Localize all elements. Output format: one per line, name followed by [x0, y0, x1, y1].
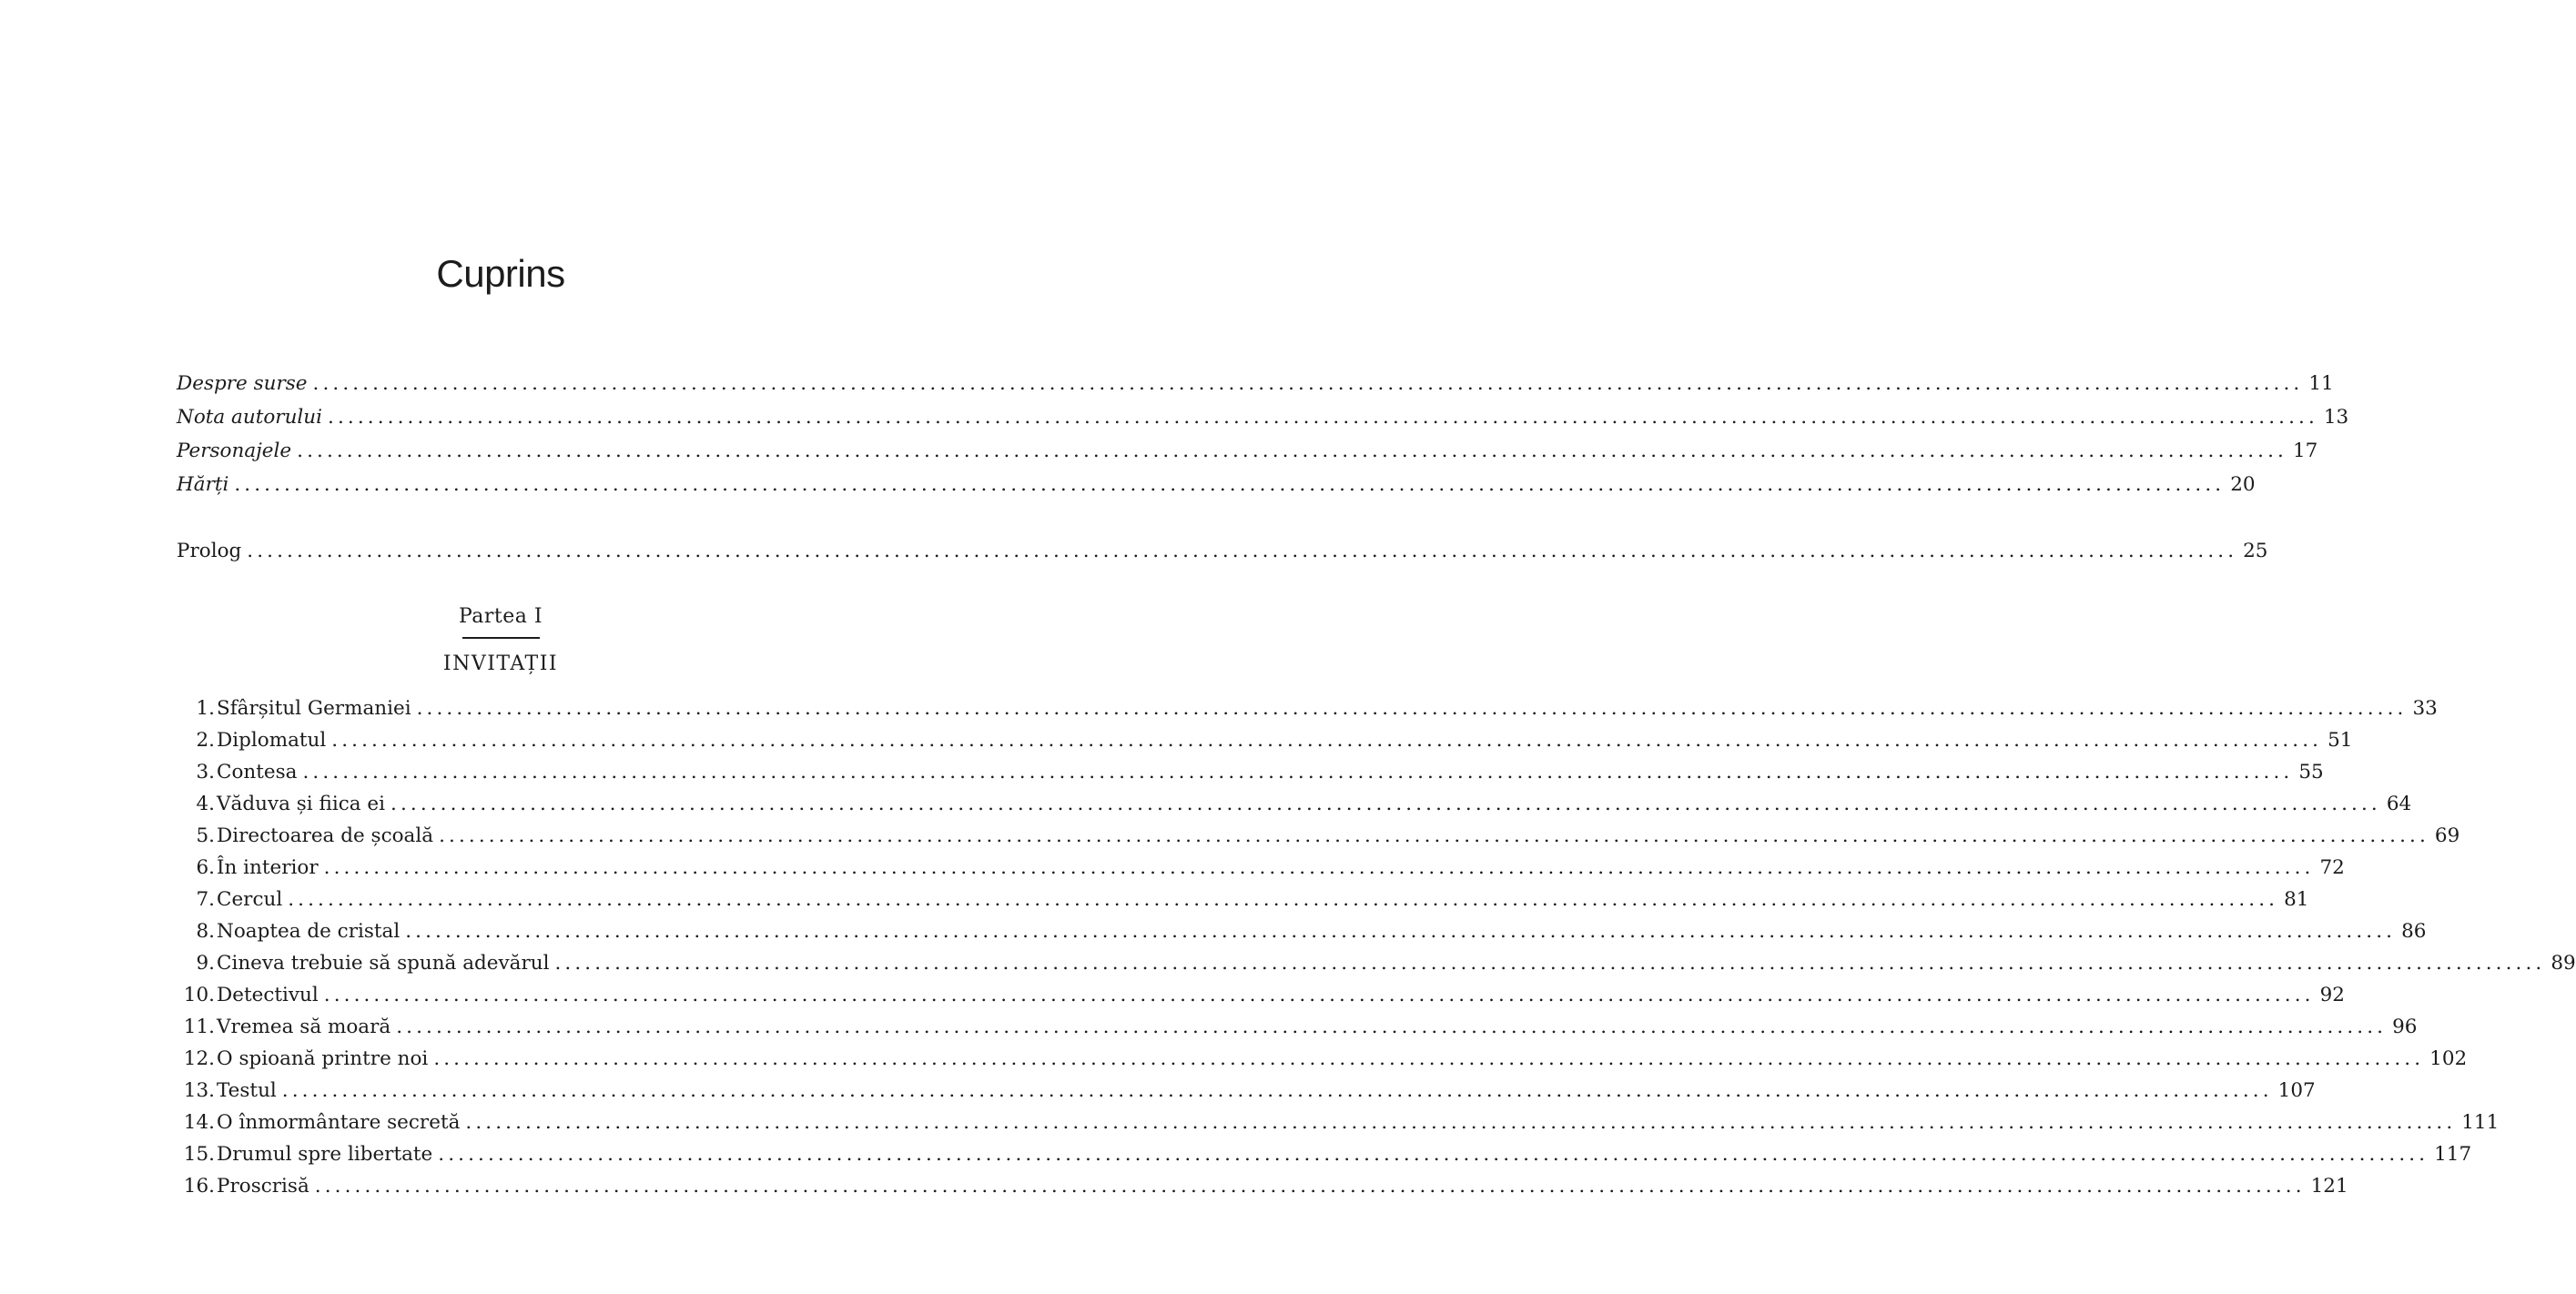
toc-chapter-page: 72	[2319, 856, 2345, 879]
toc-chapter-page: 89	[2551, 952, 2576, 975]
toc-chapter-number: 13.	[183, 1079, 215, 1102]
toc-entry-personajele[interactable]	[177, 438, 2318, 465]
dot-leader: ........................................................................................................................................................................................................	[433, 1047, 2425, 1070]
toc-chapter-number: 5.	[196, 824, 215, 847]
toc-chapter[interactable]	[177, 791, 2412, 818]
toc-chapter-number: 2.	[196, 729, 215, 752]
dot-leader: ........................................................................................................................................................................................................	[288, 888, 2279, 911]
toc-chapter-page: 55	[2298, 761, 2324, 783]
dot-leader: ........................................................................................................................................................................................................	[314, 1175, 2306, 1198]
toc-chapter[interactable]	[177, 1014, 2418, 1041]
toc-chapter-page: 64	[2386, 793, 2412, 815]
toc-chapter-number: 9.	[196, 952, 215, 975]
part-divider	[462, 637, 540, 639]
toc-entry-despre-surse[interactable]	[177, 370, 2334, 398]
dot-leader: ........................................................................................................................................................................................................	[281, 1079, 2273, 1102]
toc-chapter-number: 12.	[183, 1047, 215, 1070]
toc-chapter-page: 51	[2328, 729, 2353, 752]
toc-chapter-label: Cineva trebuie să spună adevărul	[217, 952, 550, 975]
toc-chapter-page: 86	[2401, 920, 2427, 943]
toc-chapter-page: 102	[2429, 1047, 2468, 1070]
toc-chapter-number: 4.	[196, 793, 215, 815]
toc-chapter[interactable]	[177, 886, 2309, 914]
toc-chapter-label: Diplomatul	[217, 729, 327, 752]
toc-chapter-number: 7.	[196, 888, 215, 911]
toc-entry-page: 11	[2308, 372, 2334, 395]
toc-chapter-label: Testul	[217, 1079, 277, 1102]
toc-chapter[interactable]	[177, 823, 2460, 850]
dot-leader: ........................................................................................................................................................................................................	[396, 1016, 2388, 1038]
toc-chapter-number: 8.	[196, 920, 215, 943]
toc-chapter-label: Sfârșitul Germaniei	[217, 697, 411, 720]
toc-chapter-number: 11.	[183, 1016, 215, 1038]
toc-chapter-label: Proscrisă	[217, 1175, 309, 1198]
toc-chapter[interactable]	[177, 950, 2576, 977]
toc-chapter-number: 14.	[183, 1111, 215, 1134]
toc-chapter-number: 1.	[196, 697, 215, 720]
toc-chapter[interactable]	[177, 1046, 2468, 1073]
dot-leader: ........................................................................................................................................................................................................	[312, 372, 2304, 395]
dot-leader: ........................................................................................................................................................................................................	[405, 920, 2397, 943]
toc-entry-label: Personajele	[177, 440, 292, 462]
toc-entry-harti[interactable]	[177, 471, 2256, 499]
toc-entry-label: Despre surse	[177, 372, 308, 395]
toc-chapter[interactable]	[177, 759, 2324, 786]
toc-chapter-label: Cercul	[217, 888, 283, 911]
dot-leader: ........................................................................................................................................................................................................	[302, 761, 2294, 783]
toc-chapter-page: 81	[2284, 888, 2309, 911]
toc-chapter-number: 3.	[196, 761, 215, 783]
toc-chapter[interactable]	[177, 695, 2438, 723]
toc-chapter-label: O spioană printre noi	[217, 1047, 429, 1070]
toc-chapter-label: Vremea să moară	[217, 1016, 391, 1038]
toc-chapter-number: 16.	[183, 1175, 215, 1198]
toc-chapter-number: 6.	[196, 856, 215, 879]
dot-leader: ........................................................................................................................................................................................................	[390, 793, 2381, 815]
dot-leader: ........................................................................................................................................................................................................	[328, 406, 2318, 429]
toc-chapter[interactable]	[177, 1141, 2472, 1168]
toc-chapter-label: Detectivul	[217, 984, 319, 1006]
toc-chapter[interactable]	[177, 854, 2345, 882]
dot-leader: ........................................................................................................................................................................................................	[297, 440, 2287, 462]
toc-chapter-label: În interior	[217, 856, 319, 879]
toc-chapter-page: 111	[2461, 1111, 2500, 1134]
dot-leader: ........................................................................................................................................................................................................	[465, 1111, 2457, 1134]
toc-chapter-page: 117	[2434, 1143, 2472, 1166]
toc-chapter-label: O înmormântare secretă	[217, 1111, 461, 1134]
dot-leader: ........................................................................................................................................................................................................	[554, 952, 2546, 975]
toc-entry-page: 20	[2230, 473, 2256, 496]
dot-leader: ........................................................................................................................................................................................................	[416, 697, 2408, 720]
part-title: INVITAȚII	[442, 652, 559, 675]
dot-leader: ........................................................................................................................................................................................................	[439, 824, 2429, 847]
toc-chapter-number: 10.	[183, 984, 215, 1006]
toc-chapter-label: Văduva și fiica ei	[217, 793, 386, 815]
toc-chapter-label: Drumul spre libertate	[217, 1143, 433, 1166]
toc-chapter[interactable]	[177, 918, 2427, 945]
toc-chapter-page: 33	[2412, 697, 2438, 720]
dot-leader: ........................................................................................................................................................................................................	[331, 729, 2323, 752]
dot-leader: ........................................................................................................................................................................................................	[247, 540, 2238, 562]
toc-chapter[interactable]	[177, 1077, 2316, 1105]
toc-entry-label: Prolog	[177, 540, 242, 562]
dot-leader: ........................................................................................................................................................................................................	[234, 473, 2226, 496]
dot-leader: ........................................................................................................................................................................................................	[438, 1143, 2429, 1166]
part-label: Partea I	[458, 605, 543, 628]
toc-chapter[interactable]	[177, 727, 2353, 754]
toc-entry-page: 13	[2323, 406, 2349, 429]
dot-leader: ........................................................................................................................................................................................................	[323, 984, 2315, 1006]
toc-entry-page: 17	[2292, 440, 2318, 462]
toc-chapter-page: 92	[2319, 984, 2345, 1006]
toc-chapter-label: Contesa	[217, 761, 298, 783]
toc-chapter[interactable]	[177, 1109, 2500, 1137]
toc-chapter-page: 107	[2277, 1079, 2316, 1102]
toc-chapter-label: Directoarea de școală	[217, 824, 434, 847]
toc-chapter-page: 96	[2392, 1016, 2418, 1038]
toc-entry-prolog[interactable]	[177, 538, 2268, 565]
page-title: Cuprins	[436, 252, 565, 295]
toc-entry-label: Hărți	[177, 473, 229, 496]
toc-entry-label: Nota autorului	[177, 406, 323, 429]
toc-entry-nota-autorului[interactable]	[177, 404, 2349, 431]
toc-entry-page: 25	[2243, 540, 2268, 562]
toc-chapter[interactable]	[177, 982, 2345, 1009]
toc-chapter-page: 69	[2434, 824, 2460, 847]
toc-chapter-page: 121	[2310, 1175, 2348, 1198]
dot-leader: ........................................................................................................................................................................................................	[323, 856, 2315, 879]
toc-chapter-number: 15.	[183, 1143, 215, 1166]
toc-chapter[interactable]	[177, 1173, 2348, 1200]
toc-chapter-label: Noaptea de cristal	[217, 920, 401, 943]
